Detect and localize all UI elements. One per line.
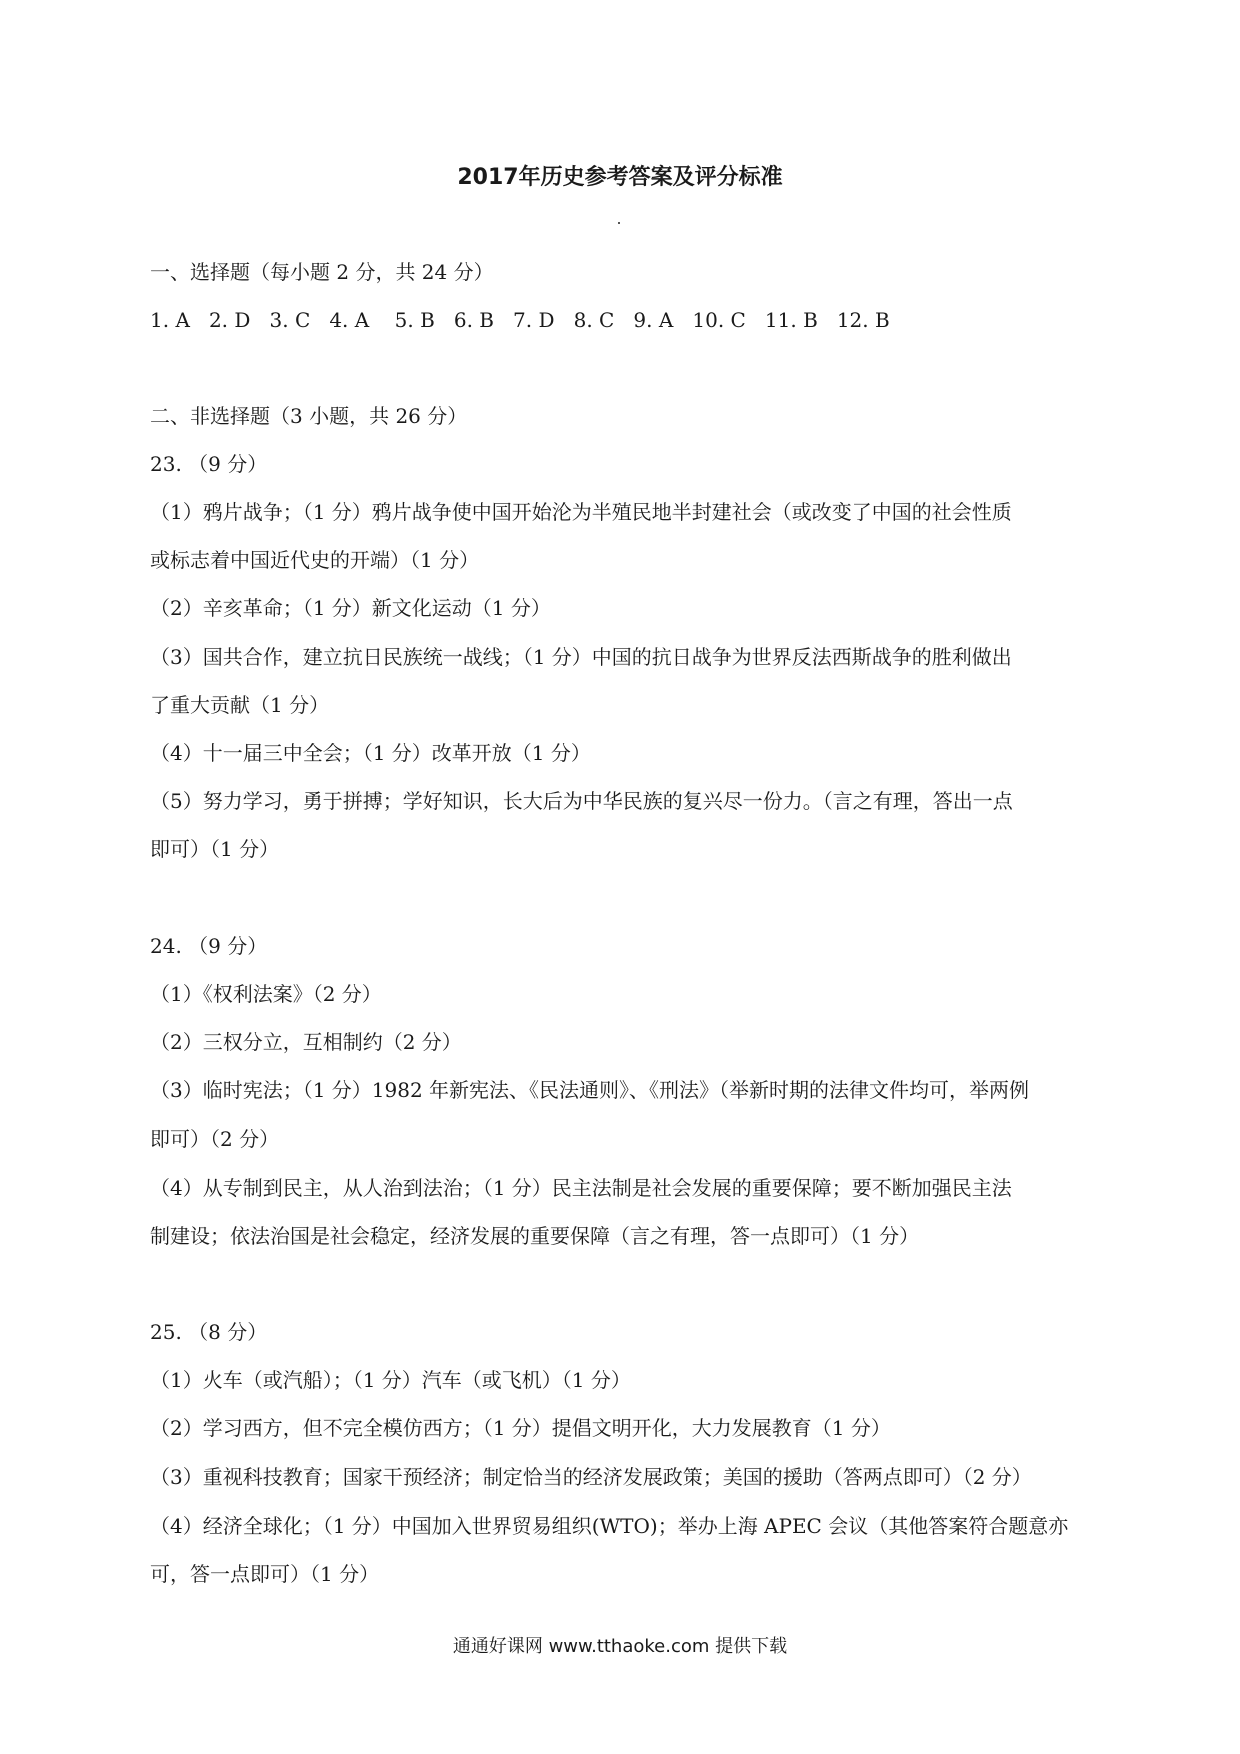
q23-line: （4）十一届三中全会；（1 分）改革开放（1 分） [150, 741, 591, 765]
footer-credit: 通通好课网 www.tthaoke.com 提供下载 [452, 1636, 788, 1657]
q23-line: （5）努力学习，勇于拼搏；学好知识，长大后为中华民族的复兴尽一份力。（言之有理，答出一点 [150, 789, 1013, 813]
q24-line: （4）从专制到民主，从人治到法治；（1 分）民主法制是社会发展的重要保障；要不断加强民主法 [150, 1176, 1012, 1200]
section1-header: 一、选择题（每小题 2 分，共 24 分） [150, 260, 494, 284]
q23-line: （2）辛亥革命；（1 分）新文化运动（1 分） [150, 596, 551, 620]
q23-line: 了重大贡献（1 分） [150, 693, 330, 717]
page-title: 2017年历史参考答案及评分标准 [457, 165, 783, 190]
q24-line: （3）临时宪法；（1 分）1982 年新宪法、《民法通则》、《刑法》（举新时期的法律文件均可，举两例 [150, 1078, 1030, 1102]
q25-heading: 25. （8 分） [150, 1320, 268, 1344]
q23-line: （3）国共合作，建立抗日民族统一战线；（1 分）中国的抗日战争为世界反法西斯战争的胜利做出 [150, 645, 1012, 669]
q23-heading: 23. （9 分） [150, 452, 268, 476]
q23-line: 或标志着中国近代史的开端）（1 分） [150, 548, 480, 572]
q25-line: （3）重视科技教育；国家干预经济；制定恰当的经济发展政策；美国的援助（答两点即可）（2 分） [150, 1465, 1032, 1489]
q25-line: （4）经济全球化；（1 分）中国加入世界贸易组织(WTO)；举办上海 APEC 会议（其他答案符合题意亦 [150, 1514, 1069, 1538]
q24-heading: 24. （9 分） [150, 934, 268, 958]
q24-line: 即可）（2 分） [150, 1127, 280, 1151]
q24-line: 制建设；依法治国是社会稳定，经济发展的重要保障（言之有理，答一点即可）（1 分） [150, 1224, 920, 1248]
q25-line: （1）火车（或汽船）；（1 分）汽车（或飞机）（1 分） [150, 1368, 631, 1392]
q25-line: （2）学习西方，但不完全模仿西方；（1 分）提倡文明开化，大力发展教育（1 分） [150, 1416, 891, 1440]
section2-header: 二、非选择题（3 小题，共 26 分） [150, 404, 468, 428]
q23-line: 即可）（1 分） [150, 837, 280, 861]
q24-line: （1）《权利法案》（2 分） [150, 982, 382, 1006]
choice-answers: 1. A 2. D 3. C 4. A 5. B 6. B 7. D 8. C 9. A 10. C 11. B 12. B [150, 308, 890, 332]
stray-dot [618, 222, 620, 224]
q25-line: 可，答一点即可）（1 分） [150, 1562, 380, 1586]
q24-line: （2）三权分立，互相制约（2 分） [150, 1030, 462, 1054]
q23-line: （1）鸦片战争；（1 分）鸦片战争使中国开始沦为半殖民地半封建社会（或改变了中国的社会性质 [150, 500, 1012, 524]
